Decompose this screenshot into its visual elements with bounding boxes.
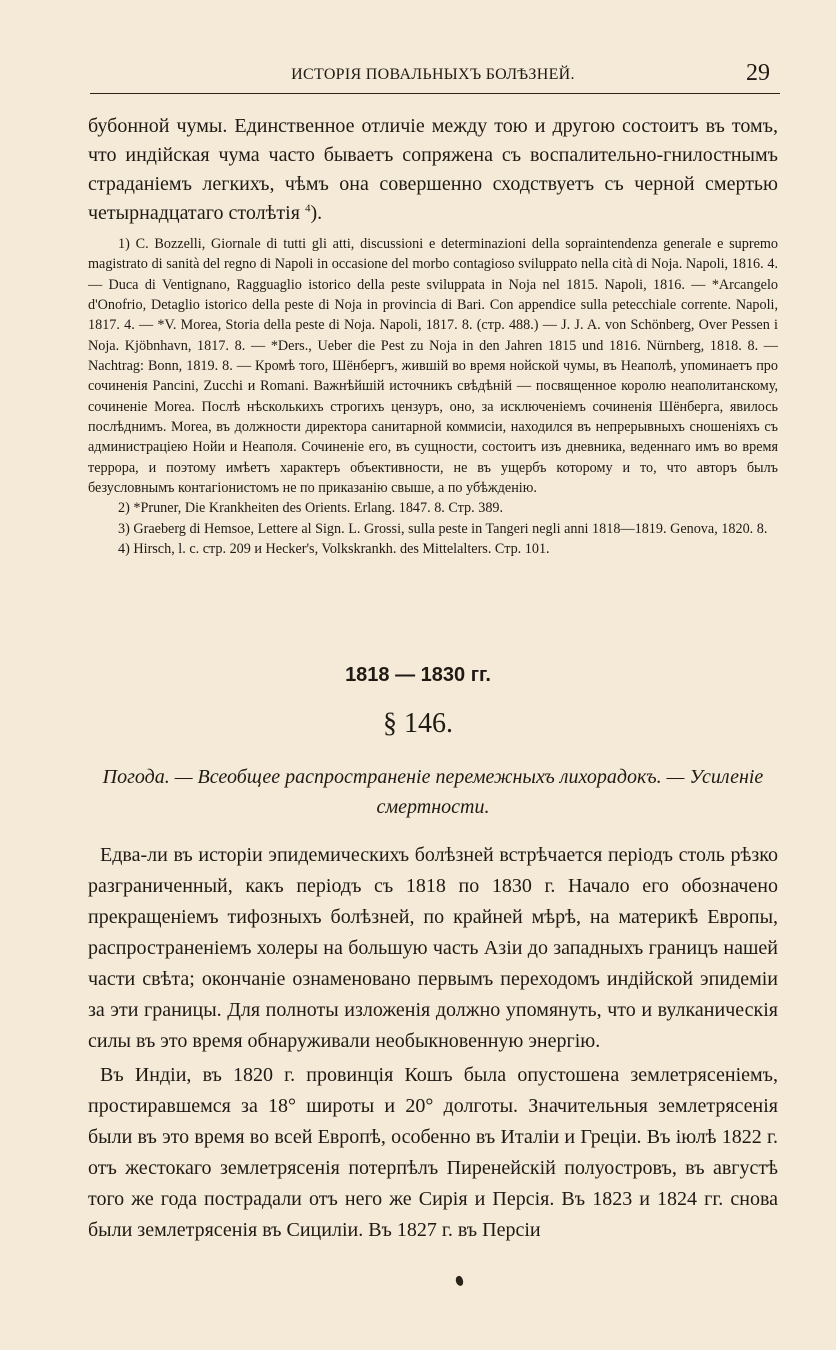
footnote-4 (88, 539, 778, 559)
ink-mark (455, 1275, 465, 1287)
running-title: ИСТОРІЯ ПОВАЛЬНЫХЪ БОЛѢЗНЕЙ. (291, 66, 575, 83)
footnote-text: *Pruner, Die Krankheiten des Orients. Erlang. 1847. 8. Стр. 389. (133, 500, 504, 517)
body-paragraph-1: Едва-ли въ исторіи эпидемическихъ болѣзней встрѣчается періодъ столь рѣзко разграниченный, какъ періодъ съ 1818 по 1830 г. Начало его обозначено прекращеніемъ тифозныхъ болѣзней, по крайней мѣрѣ, на материкѣ Европы, распространеніемъ холеры на большую часть Азіи до западныхъ границъ нашей части свѣта; окончаніе ознаменовано первымъ переходомъ индійской эпидеміи за эти границы. Для полноты изложенія должно упомянуть, что и вулканическія силы въ это время обнаруживали необыкновенную энергію. (88, 844, 778, 1052)
footnote-text: C. Bozzelli, Giornale di tutti gli atti, discussioni e determinazioni della sopraintendenza generale e supremo magistrato di sanità del regno di Napoli in occasione del morbo contagioso sviluppato nella cità di Noja. Napoli, 1816. 4. — Duca di Ventignano, Ragguaglio istorico della peste sviluppata in Noja nel 1815. Napoli, 1816. — *Arcangelo d'Onofrio, Detaglio istorico della peste di Noja in provincia di Bari. Con appendice sulla petecchiale corrente. Napoli, 1817. 4. — *V. Morea, Storia della peste di Noja. Napoli, 1817. 8. (стр. 488.) — J. J. A. von Schönberg, Over Pessen i Noja. Kjöbnhavn, 1817. 8. — *Ders., Ueber die Pest zu Noja in den Jahren 1815 und 1816. Nürnberg, 1818. 8. — Nachtrag: Bonn, 1819. 8. — Кромѣ того, Шёнбергъ, жившій во время нойской чумы, въ Неаполѣ, упоминаетъ про сочиненія Pancini, Zucchi и Romani. Важнѣйшій источникъ свѣдѣній — посвященное королю неаполитанскому, сочиненіе Morea. Послѣ нѣсколькихъ строгихъ цензуръ, оно, за исключеніемъ сочиненія Шёнберга, явилось послѣднимъ. Morea, въ должности директора санитарной коммисіи, находился въ непрерывныхъ сношеніяхъ съ администраціею Нойи и Неаполя. Сочиненіе его, въ сущности, состоитъ изъ дневника, веденнаго имъ во время террора, и поэтому имѣетъ характеръ объективности, не въ ущербъ которому и то, что авторъ былъ безусловнымъ контагіонистомъ не по приказанію свыше, а по убѣжденію. (88, 236, 779, 497)
continued-paragraph (88, 112, 778, 228)
footnote-text: Hirsch, l. c. стр. 209 и Hecker's, Volkskrankh. des Mittelalters. Стр. 101. (133, 541, 550, 558)
page-number: 29 (746, 60, 770, 86)
footnote-ref-4: 4 (304, 202, 311, 215)
footnote-3 (88, 519, 778, 539)
footnote-2 (88, 498, 778, 518)
period-heading: 1818 — 1830 гг. (345, 664, 491, 686)
section-subtitle: Погода. — Всеобщее распространеніе перемежныхъ лихорадокъ. — Усиленіе смертности. (102, 766, 764, 818)
paragraph-text: бубонной чумы. Единственное отличіе между тою и другою состоитъ въ томъ, что индійская чума часто бываетъ сопряжена съ воспалительно-гнилостнымъ страданіемъ легкихъ, чѣмъ она совершенно сходствуетъ съ черной смертью четырнадцатаго столѣтія (88, 115, 778, 224)
footnote-marker: 4) (118, 541, 130, 558)
footnote-marker: 1) (118, 236, 130, 252)
footnote-marker: 2) (118, 500, 130, 517)
section-number: § 146. (383, 708, 453, 739)
header-rule (90, 93, 780, 94)
footnote-marker: 3) (118, 520, 130, 537)
running-head (88, 60, 778, 92)
body-text (88, 840, 778, 1246)
body-paragraph-2: Въ Индіи, въ 1820 г. провинція Кошъ была опустошена землетрясеніемъ, простиравшемся за 18° широты и 20° долготы. Значительныя землетрясенія были въ это время во всей Европѣ, особенно въ Италіи и Греціи. Въ іюлѣ 1822 г. отъ жестокаго землетрясенія потерпѣлъ Пиренейскій полуостровъ, въ августѣ того же года пострадали отъ него же Сирія и Персія. Въ 1823 и 1824 гг. снова были землетрясенія въ Сициліи. Въ 1827 г. въ Персіи (88, 1064, 778, 1241)
footnote-text: Graeberg di Hemsoe, Lettere al Sign. L. Grossi, sulla peste in Tangeri negli anni 1818—1819. Genova, 1820. 8. (133, 520, 768, 537)
footnotes (88, 234, 778, 560)
paragraph-end: ). (310, 202, 323, 224)
footnote-1 (88, 234, 778, 498)
